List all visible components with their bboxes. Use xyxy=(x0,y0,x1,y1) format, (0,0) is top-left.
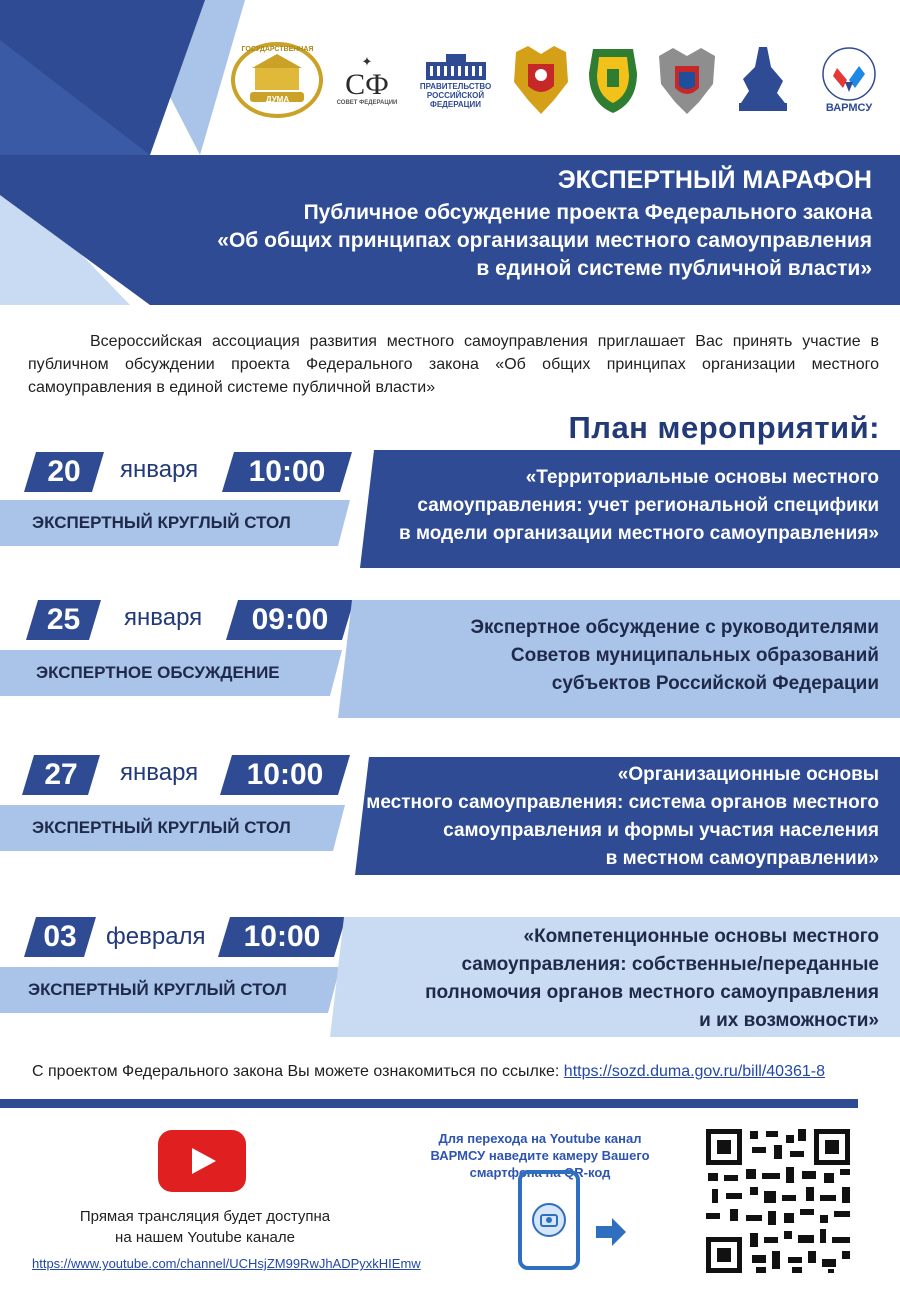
event-4-topic-line3: полномочия органов местного самоуправления xyxy=(425,982,879,1003)
event-3-topic-line4: в местном самоуправлении» xyxy=(605,848,879,869)
event-2-month: января xyxy=(124,604,203,631)
event-3-time: 10:00 xyxy=(246,758,324,791)
sf-sub: СОВЕТ ФЕДЕРАЦИИ xyxy=(336,100,398,106)
sovet-federacii-logo: ✦ СФ СОВЕТ ФЕДЕРАЦИИ xyxy=(336,54,398,106)
stream-text-line2: на нашем Youtube канале xyxy=(115,1229,295,1246)
pravitelstvo-logo xyxy=(408,40,503,120)
event-1-topic-line2: самоуправления: учет региональной специфики xyxy=(417,495,879,516)
varmsu-logo xyxy=(808,40,890,120)
green-emblem-icon xyxy=(582,40,644,120)
banner-line2: «Об общих принципах организации местного самоуправления xyxy=(217,229,872,252)
event-1-type: ЭКСПЕРТНЫЙ КРУГЛЫЙ СТОЛ xyxy=(32,513,291,532)
pravitelstvo-line3: ФЕДЕРАЦИИ xyxy=(430,99,481,109)
gosduma-text-bottom: ДУМА xyxy=(265,95,290,104)
bill-link[interactable]: https://sozd.duma.gov.ru/bill/40361-8 xyxy=(563,1063,825,1080)
event-1-topic-line3: в модели организации местного самоуправления» xyxy=(399,523,879,544)
event-row-4 xyxy=(0,915,900,1040)
event-4-topic-line4: и их возможности» xyxy=(699,1010,879,1031)
stream-text-line1: Прямая трансляция будет доступна xyxy=(79,1208,331,1225)
stream-text xyxy=(40,1206,370,1248)
youtube-qr-code[interactable] xyxy=(702,1125,854,1277)
banner-title: ЭКСПЕРТНЫЙ МАРАФОН xyxy=(557,166,872,194)
event-4-type: ЭКСПЕРТНЫЙ КРУГЛЫЙ СТОЛ xyxy=(28,980,287,999)
gosduma-logo xyxy=(230,40,325,120)
event-1-month: января xyxy=(120,456,199,483)
event-2-topic-line2: Советов муниципальных образований xyxy=(510,645,879,666)
varmsu-text: ВАРМСУ xyxy=(825,102,873,114)
title-banner xyxy=(217,165,872,283)
event-2-time: 09:00 xyxy=(251,603,329,636)
event-3-topic-line2: местного самоуправления: система органов местного xyxy=(366,792,879,813)
youtube-channel-link[interactable]: https://www.youtube.com/channel/UCHsjZM99RwJhADPyxkHIEmw xyxy=(32,1256,421,1271)
event-3-topic xyxy=(366,761,879,873)
event-3-topic-line1: «Организационные основы xyxy=(617,764,879,785)
intro-text: Всероссийская ассоциация развития местного самоуправления приглашает Вас принять участие в публичном обсуждении проекта Федерального закона «Об общих принципах организации местного самоуправления в единой системе публичной власти» xyxy=(28,333,879,396)
banner-line1: Публичное обсуждение проекта Федерального закона xyxy=(303,201,872,224)
event-4-topic-line2: самоуправления: собственные/переданные xyxy=(461,954,879,975)
gosduma-text-top: ГОСУДАРСТВЕННАЯ xyxy=(241,46,314,53)
event-4-topic xyxy=(425,923,879,1035)
event-2-topic-line1: Экспертное обсуждение с руководителями xyxy=(470,617,879,638)
event-1-topic xyxy=(399,464,879,548)
sf-text: СФ xyxy=(345,68,389,101)
qr-instructions-line1: Для перехода на Youtube канал xyxy=(438,1131,642,1146)
qr-instructions-line3: смартфона на QR-код xyxy=(469,1165,611,1180)
event-3-topic-line3: самоуправления и формы участия населения xyxy=(443,820,879,841)
event-1-day: 20 xyxy=(47,455,81,488)
plan-title: План мероприятий: xyxy=(568,410,880,445)
event-3-month: января xyxy=(120,759,199,786)
event-4-topic-line1: «Компетенционные основы местного xyxy=(523,926,879,947)
event-2-day: 25 xyxy=(46,603,81,636)
banner-line3: в единой системе публичной власти» xyxy=(476,257,872,280)
event-2-topic-line3: субъектов Российской Федерации xyxy=(551,673,879,694)
coat-of-arms-icon xyxy=(507,40,575,120)
bill-link-line xyxy=(32,1063,825,1081)
grey-emblem-icon xyxy=(652,40,722,120)
event-3-type: ЭКСПЕРТНЫЙ КРУГЛЫЙ СТОЛ xyxy=(32,818,291,837)
event-row-3 xyxy=(0,755,900,880)
monument-logo-icon xyxy=(732,40,794,120)
qr-instructions-line2: ВАРМСУ наведите камеру Вашего xyxy=(430,1148,650,1163)
event-2-type: ЭКСПЕРТНОЕ ОБСУЖДЕНИЕ xyxy=(36,663,280,682)
bottom-divider xyxy=(0,1099,858,1108)
pravitelstvo-line2: РОССИЙСКОЙ xyxy=(426,90,485,100)
event-4-day: 03 xyxy=(43,920,77,953)
pravitelstvo-line1: ПРАВИТЕЛЬСТВО xyxy=(419,81,492,91)
smartphone-camera-icon xyxy=(510,1170,640,1270)
event-4-time: 10:00 xyxy=(243,920,321,953)
event-4-month: февраля xyxy=(106,923,206,950)
event-3-day: 27 xyxy=(44,758,78,791)
event-2-topic xyxy=(471,614,879,698)
bill-link-label: С проектом Федерального закона Вы можете ознакомиться по ссылке: xyxy=(32,1063,560,1080)
event-1-time: 10:00 xyxy=(248,455,326,488)
event-1-topic-line1: «Территориальные основы местного xyxy=(525,467,879,488)
event-row-2 xyxy=(0,600,900,725)
event-row-1 xyxy=(0,450,900,575)
youtube-play-icon[interactable] xyxy=(158,1130,246,1192)
